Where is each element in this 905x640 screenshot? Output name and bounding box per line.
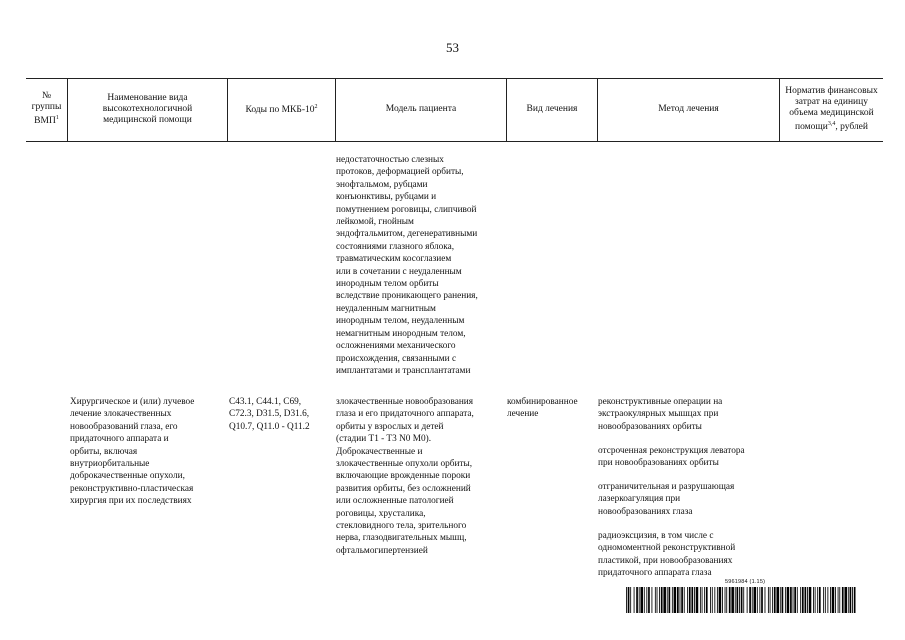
barcode-bar: [768, 587, 769, 613]
header-icd-codes: Коды по МКБ-$10^2$: [245, 104, 318, 116]
barcode-bar: [787, 587, 790, 613]
barcode-bar: [737, 587, 739, 613]
barcode-bar: [790, 587, 792, 613]
barcode-bar: [681, 587, 683, 613]
barcode-bar: [842, 587, 844, 613]
header-patient-model: Модель пациента: [385, 104, 457, 114]
barcode-bar: [710, 587, 711, 613]
barcode-bar: [634, 587, 635, 613]
barcode-bar: [640, 587, 643, 613]
barcode-bar: [832, 587, 835, 613]
barcode-bar: [805, 587, 807, 613]
barcode-bar: [848, 587, 849, 613]
barcode-bar: [661, 587, 663, 613]
patient-model-continuation: недостаточностью слезных протоков, деформацией орбиты, энофтальмом, рубцами конъюнктивы, рубцами и помутнением роговицы, слипчивой лейкомой, гнойным эндофтальмитом, дегенеративными состояниями глазного яблока, травматическим косоглазием или в сочетании с неудаленным инородным телом орбиты вследствие проникающего ранения, неудаленным магнитным инородным телом, неудаленным немагнитным инородным телом, осложнениями механического происхождения, связанными с имплантатами и трансплантатами: [336, 155, 478, 376]
barcode-bar: [793, 587, 794, 613]
barcode-bar: [719, 587, 722, 613]
barcode-bar: [830, 587, 831, 613]
barcode-bar: [807, 587, 808, 613]
header-bottom-rule: [26, 141, 883, 142]
barcode-bar: [684, 587, 685, 613]
treatment-method-item: реконструктивные операции на экстраокулярных мышцах при новообразованиях орбиты: [598, 397, 723, 432]
barcode-bar: [626, 587, 627, 613]
barcode-bar: [717, 587, 718, 613]
barcode-id: 5961984 (1.15): [725, 579, 766, 585]
barcode-bar: [731, 587, 734, 613]
header-group-number: № группы ВМП$^1$: [31, 91, 62, 127]
barcode-bar: [726, 587, 727, 613]
barcode-bar: [819, 587, 821, 613]
barcode-bar: [772, 587, 773, 613]
page-number: 53: [446, 40, 459, 55]
barcode-bar: [636, 587, 638, 613]
barcode-bar: [800, 587, 801, 613]
barcode-bar: [739, 587, 740, 613]
barcode-bar: [797, 587, 798, 613]
barcode-bar: [694, 587, 695, 613]
barcode-bar: [630, 587, 631, 613]
barcode-bar: [770, 587, 771, 613]
barcode-bar: [765, 587, 766, 613]
barcode-bar: [722, 587, 723, 613]
barcode-bar: [714, 587, 715, 613]
barcode-bar: [827, 587, 828, 613]
barcode-bar: [813, 587, 814, 613]
barcode-bar: [854, 587, 856, 613]
barcode-bar: [823, 587, 824, 613]
barcode-bar: [741, 587, 743, 613]
barcode-bar: [757, 587, 758, 613]
barcode-bar: [743, 587, 744, 613]
barcode-bar: [759, 587, 760, 613]
treatment-type-cell: комбинированное лечение: [507, 397, 578, 420]
barcode-bar: [754, 587, 757, 613]
barcode-bar: [639, 587, 640, 613]
barcode-bar: [669, 587, 671, 613]
barcode-bar: [663, 587, 666, 613]
barcode-bar: [852, 587, 853, 613]
barcode-bar: [825, 587, 826, 613]
barcode-bar: [667, 587, 668, 613]
barcode-bar: [704, 587, 705, 613]
barcode-bar: [659, 587, 660, 613]
barcode-bar: [680, 587, 681, 613]
barcode-bar: [785, 587, 786, 613]
header-treatment-type: Вид лечения: [526, 104, 578, 114]
barcode-bar: [644, 587, 645, 613]
barcode-bar: [749, 587, 751, 613]
barcode-bar: [761, 587, 763, 613]
patient-model-cell: злокачественные новообразования глаза и его придаточного аппарата, орбиты у взрослых и детей (стадии T1 - T3 N0 M0). Доброкачественные и злокачественные опухоли орбиты, включающие врожденные пороки развития орбиты, без осложнений или осложненные патологией роговицы, хрусталика, стекловидного тела, зрительного нерва, глазодвигательных мышц, офтальмогипертензией: [336, 397, 474, 556]
barcode-bar: [747, 587, 748, 613]
barcode-bar: [628, 587, 630, 613]
icd-codes-cell: C43.1, C44.1, C69, C72.3, D31.5, D31.6, Q10.7, Q11.0 - Q11.2: [229, 397, 310, 432]
barcode-bar: [674, 587, 677, 613]
header-treatment-method: Метод лечения: [658, 104, 719, 114]
barcode-bar: [702, 587, 703, 613]
barcode-bar: [809, 587, 812, 613]
barcode-bar: [700, 587, 701, 613]
barcode-bar: [657, 587, 658, 613]
barcode-bar: [752, 587, 753, 613]
barcode-bar: [689, 587, 691, 613]
barcode-bar: [815, 587, 816, 613]
barcode-bar: [696, 587, 699, 613]
barcode-bar: [835, 587, 836, 613]
barcode-bar: [780, 587, 781, 613]
treatment-method-item: отсроченная реконструкция леватора при новообразованиях орбиты: [598, 446, 745, 469]
barcode-bar: [794, 587, 796, 613]
treatment-method-item: отграничительная и разрушающая лазеркоагуляция при новообразованиях глаза: [598, 482, 735, 517]
header-cost-norm: Норматив финансовых затрат на единицу объема медицинской помощи$^{3,4}$, рублей: [785, 85, 878, 133]
barcode-image: [626, 587, 856, 613]
barcode-bar: [648, 587, 650, 613]
barcode-bar: [687, 587, 688, 613]
barcode-bar: [706, 587, 708, 613]
barcode-bar: [817, 587, 818, 613]
barcode-bar: [691, 587, 693, 613]
barcode-bar: [839, 587, 840, 613]
barcode-bar: [782, 587, 784, 613]
barcode-bar: [646, 587, 647, 613]
barcode-bar: [844, 587, 847, 613]
barcode-bar: [838, 587, 839, 613]
barcode-bar: [712, 587, 713, 613]
barcode-bar: [729, 587, 731, 613]
barcode-bar: [672, 587, 673, 613]
treatment-method-item: радиоэксцизия, в том числе с одномоментной реконструктивной пластикой, при новообразованиях придаточного аппарата глаза: [598, 531, 736, 579]
barcode-bar: [774, 587, 776, 613]
barcode-bar: [652, 587, 653, 613]
barcode-bar: [850, 587, 852, 613]
barcode-bar: [725, 587, 726, 613]
barcode-bar: [655, 587, 656, 613]
care-type-cell: Хирургическое и (или) лучевое лечение злокачественных новообразований глаза, его придаточного аппарата и орбиты, включая внутриорбитальные доброкачественные опухоли, реконструктивно-пластическая хирургия при их последствиях: [70, 397, 195, 507]
barcode-bar: [677, 587, 679, 613]
barcode-bar: [735, 587, 736, 613]
barcode-bar: [776, 587, 779, 613]
barcode-bar: [802, 587, 804, 613]
header-care-type: Наименование вида высокотехнологичной медицинской помощи: [102, 93, 193, 125]
